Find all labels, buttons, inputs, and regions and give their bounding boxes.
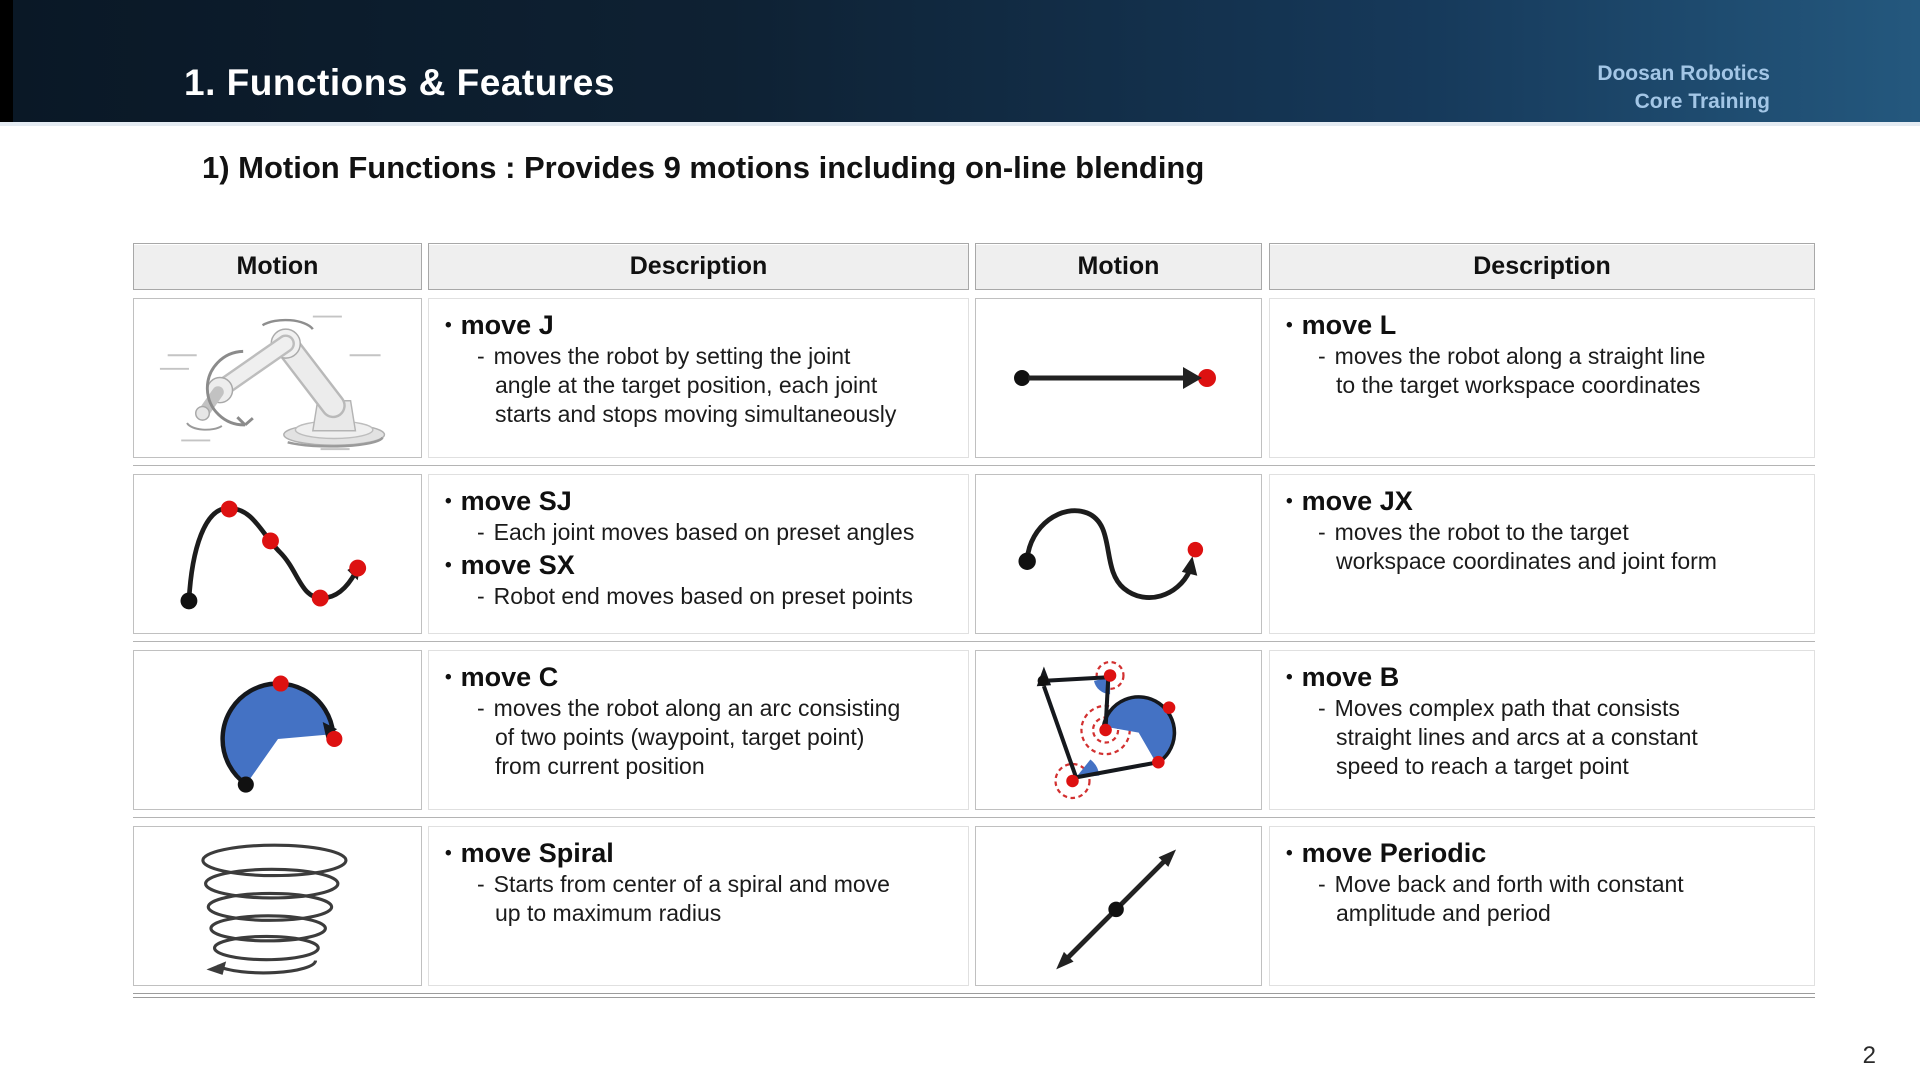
motion-desc-line: amplitude and period: [1336, 900, 1551, 926]
motion-cell-move-jx: [975, 474, 1262, 634]
motion-name: • move C: [445, 662, 559, 692]
motion-name: • move SJ: [445, 486, 572, 516]
motion-name: • move J: [445, 310, 554, 340]
bullet-icon: •: [1286, 843, 1293, 864]
s-curve-arrow-icon: [994, 482, 1244, 627]
motion-cell-move-c: [133, 650, 422, 810]
dash-icon: -: [1318, 343, 1326, 369]
dash-icon: -: [1318, 519, 1326, 545]
motion-name: • move L: [1286, 310, 1397, 340]
straight-line-arrow-icon: [994, 308, 1244, 448]
table-bottom-line: [133, 993, 1815, 998]
desc-cell-move-c: [428, 650, 969, 810]
motion-desc-line: angle at the target position, each joint: [495, 372, 878, 398]
motion-desc-line: - moves the robot along a straight line: [1318, 343, 1706, 369]
col-header-motion-2: Motion: [975, 243, 1262, 290]
bullet-icon: •: [1286, 667, 1293, 688]
motion-desc-line: - Starts from center of a spiral and move: [477, 871, 890, 897]
dash-icon: -: [477, 871, 485, 897]
motion-desc-line: workspace coordinates and joint form: [1336, 548, 1717, 574]
bullet-icon: •: [445, 843, 452, 864]
motion-cell-move-periodic: [975, 826, 1262, 986]
motion-desc-line: - moves the robot along an arc consisting: [477, 695, 901, 721]
motion-name: • move B: [1286, 662, 1400, 692]
motion-name: • move Spiral: [445, 838, 614, 868]
motion-desc-line: - Each joint moves based on preset angles: [477, 519, 915, 545]
arc-sector-icon: [148, 654, 408, 806]
desc-cell-move-l: [1269, 298, 1815, 458]
bullet-icon: •: [445, 315, 452, 336]
motion-cell-move-j: [133, 298, 422, 458]
desc-cell-move-sj-sx: [428, 474, 969, 634]
motion-desc-line: speed to reach a target point: [1336, 753, 1629, 779]
dash-icon: -: [477, 583, 485, 609]
motion-name: • move JX: [1286, 486, 1413, 516]
bullet-icon: •: [445, 491, 452, 512]
dash-icon: -: [1318, 871, 1326, 897]
motion-desc-line: starts and stops moving simultaneously: [495, 401, 897, 427]
col-header-motion-1: Motion: [133, 243, 422, 290]
motion-desc-line: from current position: [495, 753, 705, 779]
blending-path-icon: [994, 654, 1244, 806]
motion-cell-move-spiral: [133, 826, 422, 986]
motion-cell-move-l: [975, 298, 1262, 458]
col-header-description-2: Description: [1269, 243, 1815, 290]
desc-cell-move-j: [428, 298, 969, 458]
motion-cell-move-b: [975, 650, 1262, 810]
desc-cell-move-periodic: [1269, 826, 1815, 986]
motion-name: • move SX: [445, 550, 575, 580]
motion-desc-line: of two points (waypoint, target point): [495, 724, 865, 750]
motion-cell-move-sj-sx: [133, 474, 422, 634]
table-row: [133, 826, 1815, 986]
spline-waypoints-icon: [148, 479, 408, 629]
bullet-icon: •: [445, 667, 452, 688]
header-bar: [0, 0, 1920, 126]
brand-line2: Core Training: [1634, 90, 1770, 113]
motion-desc-line: - Robot end moves based on preset points: [477, 583, 914, 609]
col-header-description-1: Description: [428, 243, 969, 290]
row-separator: [133, 641, 1815, 642]
brand-text: [1597, 60, 1770, 116]
row-separator: [133, 817, 1815, 818]
letterbox-edge: [0, 0, 13, 122]
brand-line1: Doosan Robotics: [1597, 62, 1770, 85]
motion-table: [133, 243, 1815, 998]
dash-icon: -: [477, 695, 485, 721]
motion-desc-line: to the target workspace coordinates: [1336, 372, 1701, 398]
bullet-icon: •: [445, 555, 452, 576]
dash-icon: -: [1318, 695, 1326, 721]
motion-desc-line: - Move back and forth with constant: [1318, 871, 1684, 897]
desc-cell-move-spiral: [428, 826, 969, 986]
bullet-icon: •: [1286, 491, 1293, 512]
bullet-icon: •: [1286, 315, 1293, 336]
dash-icon: -: [477, 343, 485, 369]
motion-name: • move Periodic: [1286, 838, 1487, 868]
motion-desc-line: - moves the robot to the target: [1318, 519, 1629, 545]
desc-cell-move-jx: [1269, 474, 1815, 634]
row-separator: [133, 465, 1815, 466]
table-row: [133, 650, 1815, 810]
section-subtitle: 1) Motion Functions : Provides 9 motions including on-line blending: [202, 150, 1205, 185]
motion-desc-line: - Moves complex path that consists: [1318, 695, 1680, 721]
robot-arm-joints-icon: [142, 303, 414, 453]
periodic-double-arrow-icon: [994, 834, 1244, 979]
dash-icon: -: [477, 519, 485, 545]
motion-desc-line: straight lines and arcs at a constant: [1336, 724, 1698, 750]
table-header-row: [133, 243, 1815, 290]
page-title: 1. Functions & Features: [184, 62, 615, 103]
motion-desc-line: up to maximum radius: [495, 900, 722, 926]
motion-desc-line: - moves the robot by setting the joint: [477, 343, 851, 369]
desc-cell-move-b: [1269, 650, 1815, 810]
table-row: [133, 474, 1815, 634]
spiral-coil-icon: [163, 830, 393, 982]
page-number: 2: [1862, 1042, 1876, 1069]
table-row: [133, 298, 1815, 458]
